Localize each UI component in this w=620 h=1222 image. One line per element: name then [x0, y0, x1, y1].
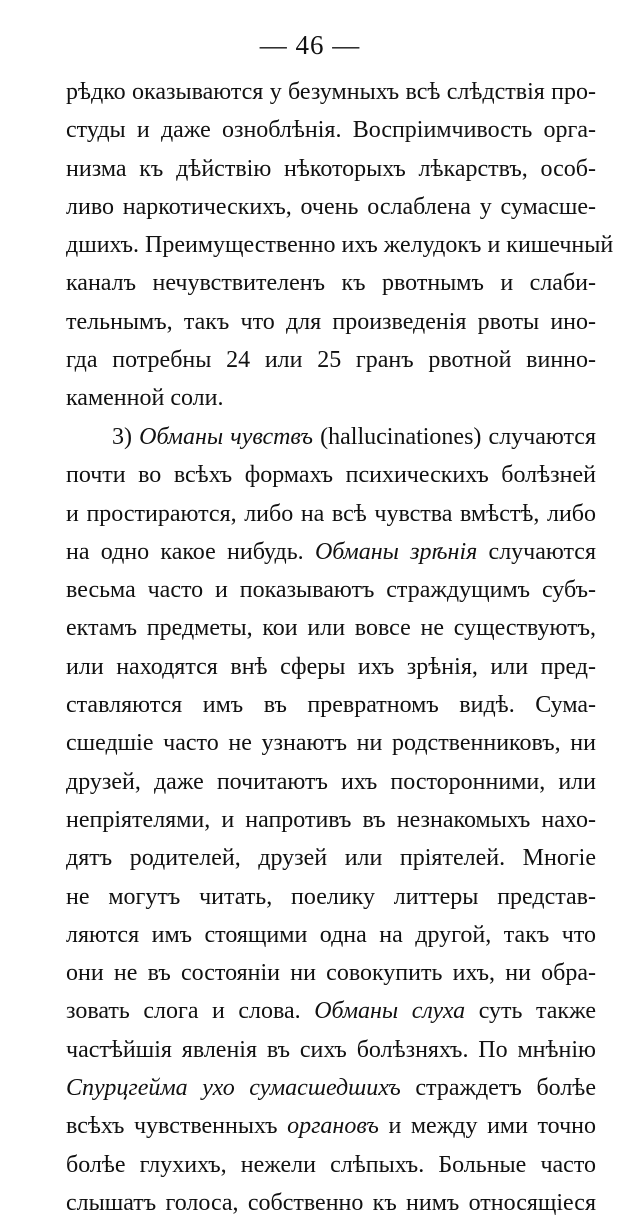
text-line: [66, 571, 596, 609]
text-segment: болѣе глухихъ, нежели слѣпыхъ. Больные часто: [66, 1151, 596, 1178]
text-segment: ектамъ предметы, кои или вовсе не существуютъ,: [66, 615, 596, 642]
text-segment: всѣхъ чувственныхъ: [66, 1113, 288, 1140]
text-line: каменной соли.: [66, 385, 224, 412]
text-line: [66, 916, 596, 954]
text-line: [66, 495, 596, 533]
text-line: [66, 801, 596, 839]
text-line: студы и даже озноблѣнія. Воспріимчивость орга-: [66, 117, 596, 144]
text-line: [66, 1107, 596, 1145]
text-line: [66, 992, 596, 1030]
text-line: [66, 954, 596, 992]
text-line: [66, 648, 596, 686]
text-segment: непріятелями, и напротивъ въ незнакомыхъ нахо-: [66, 806, 596, 833]
text-segment: (hallucinationes) случаются: [313, 424, 596, 450]
text-line: [66, 456, 596, 494]
text-segment: почти во всѣхъ формахъ психическихъ болѣзней: [66, 462, 596, 489]
text-segment: сшедшіе часто не узнаютъ ни родственниковъ, ни: [66, 730, 596, 757]
text-segment: 3): [112, 424, 140, 450]
text-segment: или находятся внѣ сферы ихъ зрѣнія, или пред-: [66, 653, 596, 680]
paragraph-2: [66, 418, 596, 1222]
text-segment: слышатъ голоса, собственно къ нимъ относящіеся: [66, 1189, 596, 1216]
text-segment: и простираются, либо на всѣ чувства вмѣстѣ, либо: [66, 500, 596, 527]
text-line: каналъ нечувствителенъ къ рвотнымъ и слаби-: [66, 270, 596, 297]
text-segment: друзей, даже почитаютъ ихъ посторонними, или: [66, 768, 596, 795]
text-line: [66, 686, 596, 724]
text-segment: случаются: [477, 538, 596, 565]
text-segment: не могутъ читать, поелику литтеры представ-: [66, 883, 596, 910]
text-line: [66, 724, 596, 762]
text-line: [66, 1031, 596, 1069]
text-line: [66, 533, 596, 571]
text-line: [66, 878, 596, 916]
text-line: тельнымъ, такъ что для произведенія рвоты ино-: [66, 308, 596, 335]
text-line: [66, 763, 596, 801]
text-line: [66, 839, 596, 877]
paragraph-1: [66, 73, 614, 418]
text-line: [66, 1146, 596, 1184]
text-segment: частѣйшія явленія въ сихъ болѣзняхъ. По мнѣнію: [66, 1036, 596, 1063]
text-line: ливо наркотическихъ, очень ослаблена у сумасше-: [66, 193, 596, 220]
text-segment: ставляются имъ въ превратномъ видѣ. Сума-: [66, 692, 596, 719]
italic-term: органовъ: [287, 1113, 379, 1140]
text-segment: на одно какое нибудь.: [66, 538, 315, 565]
page-number: — 46 —: [259, 30, 361, 60]
text-segment: дятъ родителей, друзей или пріятелей. Многіе: [66, 845, 596, 872]
text-line: гда потребны 24 или 25 гранъ рвотной винно-: [66, 347, 596, 374]
text-line: рѣдко оказываются у безумныхъ всѣ слѣдствія про-: [66, 79, 596, 105]
italic-term: Спурцгейма ухо сумасшедшихъ: [66, 1075, 401, 1102]
text-line: [66, 418, 596, 456]
italic-term: Обманы чувствъ: [139, 424, 313, 450]
text-segment: суть также: [465, 998, 597, 1025]
italic-term: Обманы слуха: [314, 998, 466, 1025]
text-segment: весьма часто и показываютъ страждущимъ субъ-: [66, 577, 596, 604]
text-line: [66, 1184, 596, 1222]
italic-term: Обманы зрѣнія: [314, 538, 478, 565]
text-segment: ляются имъ стоящими одна на другой, такъ что: [66, 921, 596, 948]
text-line: [66, 1069, 596, 1107]
text-line: дшихъ. Преимущественно ихъ желудокъ и кишечный: [66, 232, 614, 259]
text-segment: зовать слога и слова.: [66, 998, 315, 1025]
text-line: низма къ дѣйствію нѣкоторыхъ лѣкарствъ, особ-: [66, 155, 596, 182]
text-segment: страждетъ болѣе: [400, 1075, 596, 1102]
text-segment: и между ими точно: [378, 1113, 596, 1140]
text-line: [66, 609, 596, 647]
text-segment: они не въ состояніи ни совокупить ихъ, ни обра-: [66, 960, 596, 987]
